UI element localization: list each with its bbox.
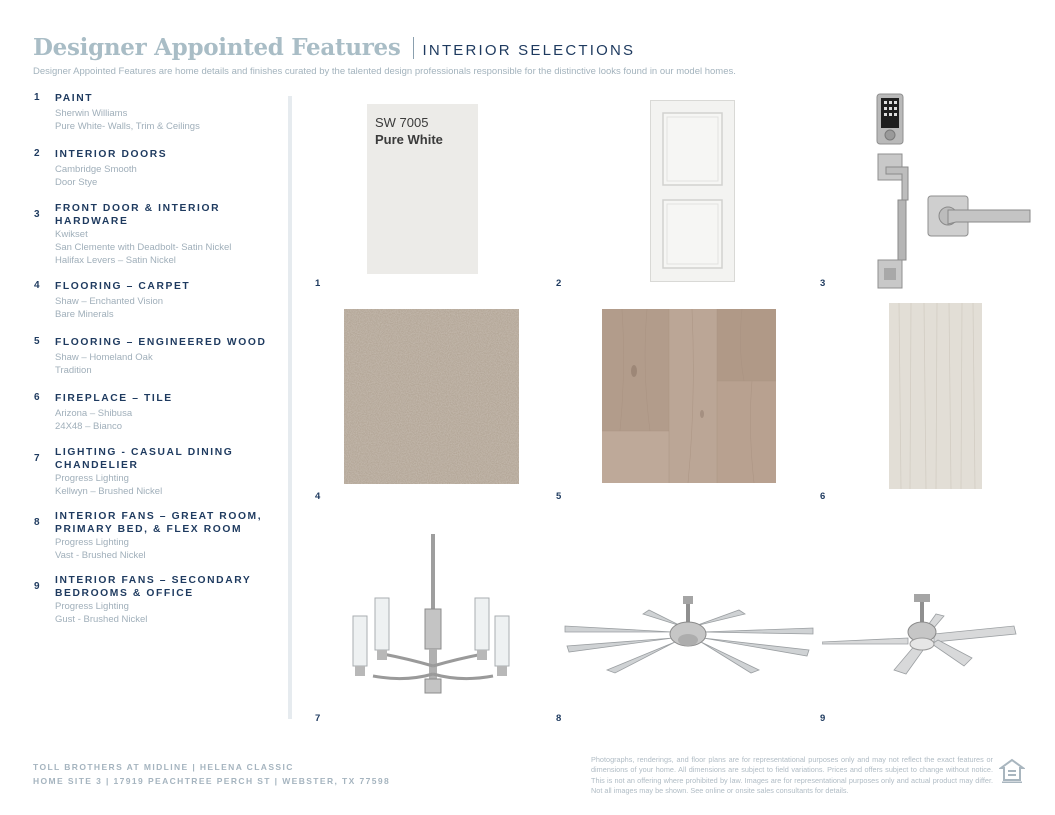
feature-detail: Bare Minerals	[55, 309, 114, 320]
interior-door-image	[650, 100, 735, 282]
page-subtitle: INTERIOR SELECTIONS	[422, 42, 636, 59]
grid-label-3: 3	[820, 278, 826, 289]
feature-name: INTERIOR DOORS	[55, 149, 168, 160]
feature-detail: San Clemente with Deadbolt- Satin Nickel	[55, 242, 232, 253]
equal-housing-opportunity-icon	[999, 758, 1025, 784]
feature-name: FLOORING – CARPET	[55, 281, 191, 292]
grid-label-2: 2	[556, 278, 562, 289]
feature-name: LIGHTING - CASUAL DINING CHANDELIER	[55, 447, 234, 471]
feature-detail: Progress Lighting	[55, 537, 129, 548]
feature-name: PAINT	[55, 93, 94, 104]
grid-label-9: 9	[820, 713, 826, 724]
footer-line-1: TOLL BROTHERS AT MIDLINE | HELENA CLASSIC	[33, 762, 294, 772]
feature-detail: Tradition	[55, 365, 92, 376]
grid-label-7: 7	[315, 713, 321, 724]
fan-vast-image	[563, 596, 815, 674]
feature-item	[34, 574, 279, 626]
feature-number: 8	[34, 517, 40, 528]
vertical-divider	[288, 96, 292, 719]
paint-code: SW 7005	[375, 115, 429, 130]
grid-label-6: 6	[820, 491, 826, 502]
chandelier-image	[345, 534, 521, 700]
feature-name: FRONT DOOR & INTERIOR HARDWARE	[55, 203, 221, 227]
feature-detail: Shaw – Homeland Oak	[55, 352, 153, 363]
grid-label-8: 8	[556, 713, 562, 724]
feature-name: FLOORING – ENGINEERED WOOD	[55, 337, 267, 348]
feature-detail: Sherwin Williams	[55, 108, 128, 119]
feature-item	[34, 92, 279, 133]
paint-chip-swatch	[367, 104, 478, 274]
feature-detail: Progress Lighting	[55, 601, 129, 612]
feature-name: INTERIOR FANS – SECONDARY BEDROOMS & OFFICE	[55, 575, 252, 599]
feature-detail: Vast - Brushed Nickel	[55, 550, 146, 561]
grid-label-5: 5	[556, 491, 562, 502]
footer-line-2: HOME SITE 3 | 17919 PEACHTREE PERCH ST | WEBSTER, TX 77598	[33, 776, 391, 786]
feature-number: 4	[34, 280, 40, 291]
feature-number: 7	[34, 453, 40, 464]
feature-number: 3	[34, 209, 40, 220]
grid-label-1: 1	[315, 278, 321, 289]
feature-detail: Cambridge Smooth	[55, 164, 137, 175]
feature-detail: Arizona – Shibusa	[55, 408, 133, 419]
feature-number: 9	[34, 581, 40, 592]
feature-detail: Kellwyn – Brushed Nickel	[55, 486, 163, 497]
feature-number: 2	[34, 148, 40, 159]
disclaimer-text: Photographs, renderings, and floor plans are for representational purposes only and may not reflect the exact features or dimensions of your home. All dimensions are subject to field variations. Prices and offers subject to change without notice. This is not an offering where prohibited by law. Images are for representational purposes only and actual product may differ. Not all images may be shown. See online or onsite sales consultants for details.	[591, 755, 993, 795]
fan-gust-image	[822, 594, 1018, 678]
feature-detail: Pure White- Walls, Trim & Ceilings	[55, 121, 200, 132]
feature-detail: Gust - Brushed Nickel	[55, 614, 148, 625]
grid-label-4: 4	[315, 491, 321, 502]
page-title: Designer Appointed Features	[33, 34, 401, 61]
title-divider	[413, 37, 414, 59]
feature-item	[34, 446, 279, 498]
feature-item	[34, 336, 279, 377]
feature-name: INTERIOR FANS – GREAT ROOM, PRIMARY BED, & FLEX ROOM	[55, 511, 263, 535]
carpet-swatch	[344, 309, 519, 484]
page-header	[33, 34, 635, 61]
feature-item	[34, 280, 279, 321]
feature-item	[34, 392, 279, 433]
feature-name: FIREPLACE – TILE	[55, 393, 173, 404]
feature-detail: Shaw – Enchanted Vision	[55, 296, 164, 307]
feature-item	[34, 510, 279, 562]
feature-detail: Kwikset	[55, 229, 88, 240]
engineered-wood-swatch	[602, 309, 776, 483]
feature-number: 1	[34, 92, 40, 103]
hardware-image	[872, 92, 1034, 292]
footer-address	[33, 760, 390, 788]
fireplace-tile-swatch	[889, 303, 982, 489]
feature-item	[34, 148, 279, 189]
feature-detail: Progress Lighting	[55, 473, 129, 484]
paint-name: Pure White	[375, 132, 443, 147]
feature-item	[34, 202, 279, 267]
feature-detail: Halifax Levers – Satin Nickel	[55, 255, 176, 266]
feature-number: 6	[34, 392, 40, 403]
feature-detail: Door Stye	[55, 177, 98, 188]
feature-detail: 24X48 – Bianco	[55, 421, 123, 432]
intro-text: Designer Appointed Features are home details and finishes curated by the talented design professionals responsible for the distinctive looks found in our model homes.	[33, 66, 736, 77]
feature-number: 5	[34, 336, 40, 347]
